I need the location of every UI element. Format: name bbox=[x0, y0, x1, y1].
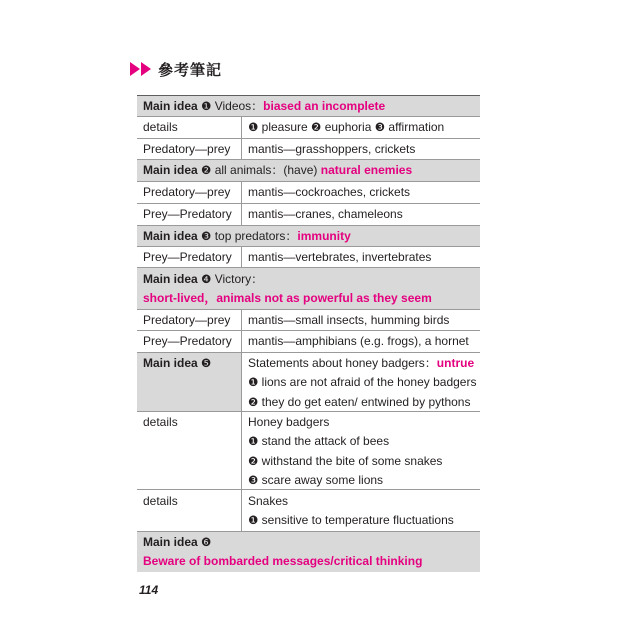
row-label-cell bbox=[137, 310, 242, 330]
detail-text: withstand the bite of some snakes bbox=[261, 453, 443, 468]
statement-item bbox=[248, 393, 480, 412]
point-number: ❶ bbox=[248, 120, 259, 134]
main-idea-cell bbox=[137, 532, 480, 572]
statement-highlight: untrue bbox=[436, 356, 475, 370]
detail-text: pleasure bbox=[261, 120, 308, 134]
section-header bbox=[130, 58, 222, 80]
main-idea-label: Main idea bbox=[143, 99, 198, 113]
main-idea-text: Videos： bbox=[214, 99, 264, 113]
main-idea-label: Main idea bbox=[143, 229, 198, 243]
statement-item-text: they do get eaten/ entwined by pythons bbox=[261, 394, 471, 409]
row-content-cell bbox=[242, 412, 480, 489]
main-idea-row bbox=[137, 96, 480, 117]
point-number: ❹ bbox=[201, 272, 212, 286]
relation-row bbox=[137, 139, 480, 160]
detail-item bbox=[248, 452, 480, 471]
point-number: ❷ bbox=[248, 394, 259, 409]
page-number: 114 bbox=[139, 583, 159, 597]
row-label: Predatory—prey bbox=[143, 313, 231, 327]
main-idea-cell bbox=[137, 268, 480, 309]
row-label: Prey—Predatory bbox=[143, 334, 232, 348]
arrow-triangle bbox=[141, 62, 151, 76]
detail-text: sensitive to temperature fluctuations bbox=[261, 513, 454, 528]
main-idea-cell bbox=[137, 160, 480, 181]
main-idea-row bbox=[137, 226, 480, 247]
main-idea-label: Main idea bbox=[143, 356, 198, 370]
main-idea-label: Main idea bbox=[143, 535, 198, 549]
detail-item bbox=[248, 471, 480, 490]
point-number: ❷ bbox=[311, 120, 322, 134]
row-label-cell bbox=[137, 490, 242, 531]
detail-text: scare away some lions bbox=[261, 472, 384, 487]
row-content-cell bbox=[242, 139, 480, 159]
row-label-cell bbox=[137, 139, 242, 159]
row-content-cell bbox=[242, 353, 480, 411]
main-idea-row bbox=[137, 532, 480, 572]
statement-line bbox=[248, 354, 480, 373]
point-number: ❶ bbox=[248, 513, 259, 528]
row-content-cell bbox=[242, 331, 480, 352]
main-idea-highlight: short-lived，animals not as powerful as they seem bbox=[143, 291, 432, 306]
details-row bbox=[137, 117, 480, 139]
main-idea-line bbox=[143, 354, 241, 373]
notes-table bbox=[137, 95, 480, 572]
row-content-cell bbox=[242, 310, 480, 330]
main-idea-label: Main idea bbox=[143, 163, 198, 177]
relation-row bbox=[137, 247, 480, 268]
main-idea-line bbox=[143, 270, 480, 289]
row-label: Prey—Predatory bbox=[143, 250, 232, 264]
row-label-cell bbox=[137, 204, 242, 225]
point-number: ❷ bbox=[248, 453, 259, 468]
row-label: details bbox=[143, 494, 178, 508]
main-idea-text: all animals：(have) bbox=[214, 163, 318, 177]
relation-row bbox=[137, 204, 480, 226]
row-content-cell bbox=[242, 247, 480, 267]
row-content-cell bbox=[242, 204, 480, 225]
point-number: ❺ bbox=[201, 356, 212, 370]
main-idea-label: Main idea bbox=[143, 272, 198, 286]
statement-item-text: lions are not afraid of the honey badgers bbox=[261, 375, 477, 390]
row-label-cell bbox=[137, 412, 242, 489]
statement-item bbox=[248, 373, 480, 392]
relation-text: mantis—grasshoppers, crickets bbox=[248, 142, 416, 156]
detail-item bbox=[248, 511, 480, 530]
relation-text: mantis—cockroaches, crickets bbox=[248, 185, 411, 199]
detail-text: affirmation bbox=[388, 120, 445, 134]
row-label: Prey—Predatory bbox=[143, 207, 232, 221]
relation-row bbox=[137, 182, 480, 204]
detail-text: euphoria bbox=[324, 120, 372, 134]
relation-row bbox=[137, 331, 480, 353]
main-idea-highlight: Beware of bombarded messages/critical thinking bbox=[143, 554, 423, 569]
point-number: ❷ bbox=[201, 163, 212, 177]
main-idea-cell bbox=[137, 226, 480, 246]
point-number: ❶ bbox=[201, 99, 212, 113]
main-idea-cell bbox=[137, 96, 480, 116]
row-label: Predatory—prey bbox=[143, 185, 231, 199]
relation-row bbox=[137, 310, 480, 331]
row-content-cell bbox=[242, 490, 480, 531]
row-label: details bbox=[143, 120, 178, 134]
arrow-triangle bbox=[130, 62, 140, 76]
point-number: ❶ bbox=[248, 434, 259, 449]
section-title: 參考筆記 bbox=[158, 60, 223, 79]
main-idea-line bbox=[143, 227, 480, 246]
main-idea-line bbox=[143, 97, 480, 116]
details-heading: Honey badgers bbox=[248, 415, 330, 429]
row-label: details bbox=[143, 415, 178, 429]
relation-text: mantis—vertebrates, invertebrates bbox=[248, 250, 432, 264]
details-row bbox=[137, 490, 480, 532]
point-number: ❶ bbox=[248, 375, 259, 390]
statement-text: Statements about honey badgers： bbox=[248, 356, 437, 370]
main-idea-highlight: immunity bbox=[297, 229, 351, 243]
main-idea-line bbox=[143, 533, 480, 552]
detail-text: stand the attack of bees bbox=[261, 434, 390, 449]
row-label-cell bbox=[137, 247, 242, 267]
main-idea-row bbox=[137, 160, 480, 182]
main-idea-line bbox=[143, 161, 480, 180]
point-number: ❸ bbox=[201, 229, 212, 243]
relation-text: mantis—cranes, chameleons bbox=[248, 207, 403, 221]
row-label: Predatory—prey bbox=[143, 142, 231, 156]
point-number: ❸ bbox=[374, 120, 386, 134]
point-number: ❻ bbox=[201, 535, 212, 549]
main-idea-cell bbox=[137, 353, 242, 411]
relation-text: mantis—amphibians (e.g. frogs), a hornet bbox=[248, 334, 469, 348]
details-row bbox=[137, 412, 480, 490]
main-idea-row bbox=[137, 268, 480, 310]
relation-text: mantis—small insects, humming birds bbox=[248, 313, 450, 327]
row-content-cell bbox=[242, 182, 480, 203]
detail-item bbox=[248, 432, 480, 451]
row-content-cell bbox=[242, 117, 480, 138]
point-number: ❸ bbox=[248, 472, 259, 487]
details-heading: Snakes bbox=[248, 494, 289, 508]
row-label-cell bbox=[137, 182, 242, 203]
main-idea-highlight: natural enemies bbox=[320, 163, 413, 177]
double-arrow-right-icon bbox=[130, 62, 152, 76]
details-line bbox=[248, 118, 480, 137]
row-label-cell bbox=[137, 117, 242, 138]
main-idea-text: top predators： bbox=[214, 229, 298, 243]
main-idea-row bbox=[137, 353, 480, 412]
main-idea-text: Victory： bbox=[214, 272, 264, 286]
main-idea-highlight: biased an incomplete bbox=[263, 99, 386, 113]
row-label-cell bbox=[137, 331, 242, 352]
